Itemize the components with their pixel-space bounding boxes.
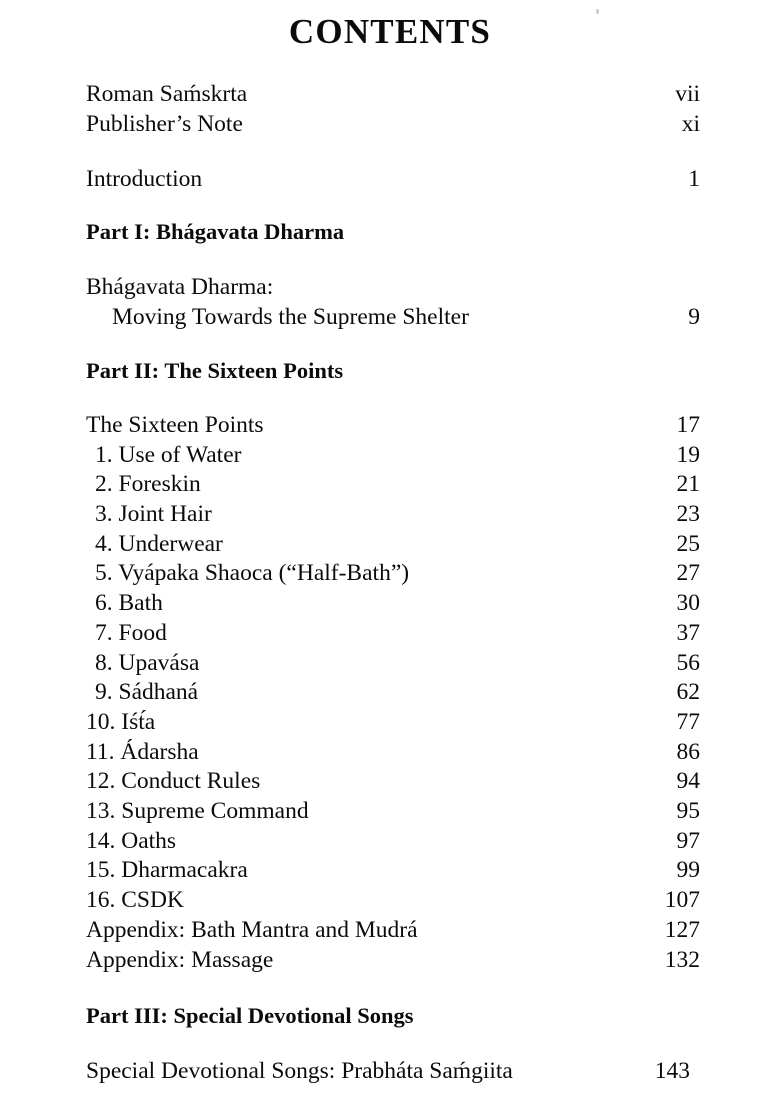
scan-artifact-speck	[596, 9, 599, 14]
toc-row-point-2[interactable]	[86, 470, 700, 500]
toc-entry-page: 95	[676, 798, 700, 825]
toc-row-bhagavata-dharma-line1[interactable]	[86, 273, 700, 303]
toc-entry-page: 94	[676, 768, 700, 795]
toc-entry-page: 127	[664, 916, 700, 943]
toc-row-publishers-note[interactable]	[86, 110, 700, 140]
part-heading-1: Part I: Bhágavata Dharma	[86, 219, 345, 245]
toc-row-point-8[interactable]	[86, 649, 700, 679]
toc-entry-page: xi	[681, 110, 700, 137]
toc-entry-label: 12. Conduct Rules	[86, 768, 261, 795]
table-of-contents	[86, 80, 700, 1087]
toc-entry-label: 3. Joint Hair	[95, 501, 212, 528]
toc-entry-page: 17	[676, 411, 700, 438]
toc-entry-page: 77	[676, 708, 700, 735]
toc-entry-label: 1. Use of Water	[95, 441, 242, 468]
toc-entry-page: 143	[654, 1057, 690, 1084]
toc-entry-page: 86	[676, 738, 700, 765]
toc-entry-label: Publisher’s Note	[86, 110, 243, 137]
toc-row-point-5[interactable]	[86, 559, 700, 589]
toc-entry-label: 11. Ádarsha	[86, 738, 199, 765]
toc-entry-label: Appendix: Bath Mantra and Mudrá	[86, 916, 418, 943]
spacer	[86, 247, 700, 273]
toc-row-point-10[interactable]	[86, 708, 700, 738]
toc-row-point-16[interactable]	[86, 886, 700, 916]
toc-row-point-6[interactable]	[86, 589, 700, 619]
toc-row-point-4[interactable]	[86, 530, 700, 560]
toc-entry-page: 37	[676, 619, 700, 646]
toc-row-point-1[interactable]	[86, 441, 700, 471]
toc-entry-page: 99	[676, 857, 700, 884]
toc-row-bhagavata-dharma-line2[interactable]	[86, 303, 700, 333]
toc-entry-label: 16. CSDK	[86, 887, 184, 914]
toc-entry-label: 9. Sádhaná	[95, 679, 199, 706]
toc-entry-page: 97	[676, 827, 700, 854]
toc-entry-page: 27	[676, 560, 700, 587]
toc-entry-page: 107	[664, 887, 700, 914]
toc-entry-label: Bhágavata Dharma:	[86, 273, 274, 300]
toc-entry-label: The Sixteen Points	[86, 411, 264, 438]
toc-row-point-15[interactable]	[86, 856, 700, 886]
toc-entry-label: 15. Dharmacakra	[86, 857, 248, 884]
spacer	[86, 195, 700, 217]
toc-entry-label: 7. Food	[95, 619, 167, 646]
spacer	[86, 332, 700, 356]
page-title: CONTENTS	[288, 12, 492, 51]
toc-entry-page: 56	[676, 649, 700, 676]
toc-row-appendix-massage[interactable]	[86, 946, 700, 976]
toc-entry-page: 19	[676, 441, 700, 468]
toc-entry-page: 132	[664, 946, 700, 973]
toc-entry-label: Special Devotional Songs: Prabháta Saḿgiita	[86, 1057, 513, 1084]
toc-entry-page: vii	[675, 81, 700, 107]
toc-entry-label: 5. Vyápaka Shaoca (“Half-Bath”)	[95, 560, 410, 587]
toc-row-point-3[interactable]	[86, 500, 700, 530]
part-heading-2: Part II: The Sixteen Points	[86, 358, 344, 384]
toc-row-point-9[interactable]	[86, 678, 700, 708]
spacer	[86, 1031, 700, 1057]
toc-row-introduction[interactable]	[86, 165, 700, 195]
toc-entry-page: 25	[676, 530, 700, 557]
toc-row-point-14[interactable]	[86, 827, 700, 857]
toc-row-special-devotional-songs[interactable]	[86, 1057, 700, 1087]
toc-entry-label: Roman Saḿskrta	[86, 81, 248, 107]
toc-entry-page: 1	[688, 166, 700, 193]
toc-row-appendix-bath-mantra[interactable]	[86, 916, 700, 946]
toc-entry-label: Introduction	[86, 166, 203, 193]
toc-row-roman-samskrta[interactable]	[86, 80, 700, 110]
toc-entry-label: Appendix: Massage	[86, 946, 274, 973]
toc-entry-label: Moving Towards the Supreme Shelter	[112, 303, 469, 330]
spacer	[86, 386, 700, 411]
toc-row-point-7[interactable]	[86, 619, 700, 649]
toc-entry-page: 21	[676, 471, 700, 498]
toc-entry-label: 2. Foreskin	[95, 471, 201, 498]
toc-row-point-12[interactable]	[86, 767, 700, 797]
spacer	[86, 975, 700, 1001]
part-heading-3: Part III: Special Devotional Songs	[86, 1003, 414, 1029]
toc-entry-label: 4. Underwear	[95, 530, 223, 557]
toc-entry-page: 23	[676, 501, 700, 528]
toc-row-point-11[interactable]	[86, 738, 700, 768]
toc-row-point-13[interactable]	[86, 797, 700, 827]
toc-entry-label: 14. Oaths	[86, 827, 177, 854]
toc-entry-page: 9	[688, 303, 700, 330]
toc-row-the-sixteen-points[interactable]	[86, 411, 700, 441]
toc-entry-label: 10. Iśt́a	[86, 708, 156, 735]
toc-entry-label: 6. Bath	[95, 590, 163, 617]
toc-entry-label: 13. Supreme Command	[86, 798, 309, 825]
toc-entry-label: 8. Upavása	[95, 649, 200, 676]
toc-entry-page: 30	[676, 590, 700, 617]
toc-entry-page: 62	[676, 679, 700, 706]
spacer	[86, 139, 700, 165]
